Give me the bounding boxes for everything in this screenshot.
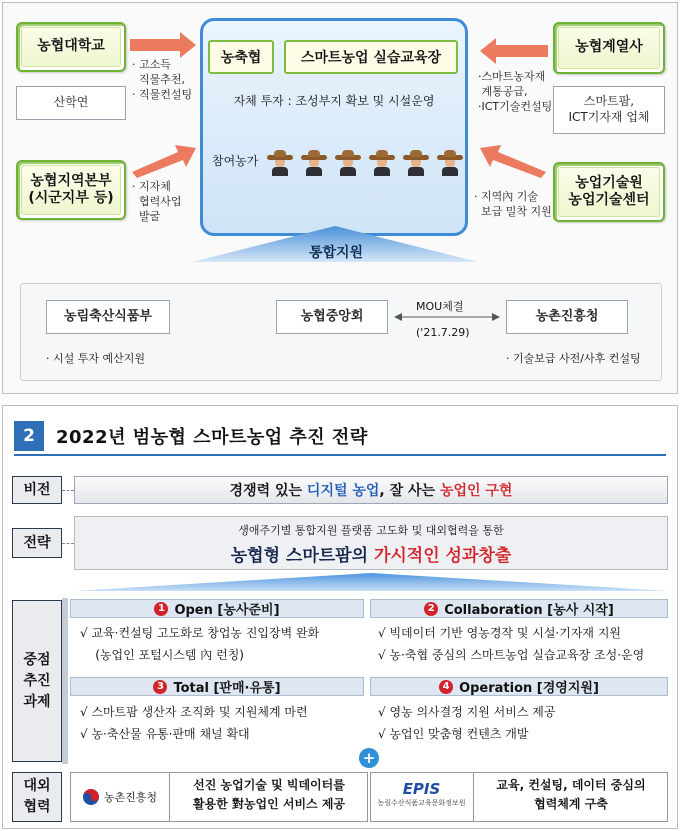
sanhak-label: 산학연 — [53, 95, 89, 110]
farmer-icon — [304, 150, 324, 176]
epis-logo — [370, 772, 474, 822]
strategy-label: 전략 — [12, 528, 62, 558]
double-arrow-icon — [392, 310, 502, 324]
nh-central-label: 농협중앙회 — [300, 308, 364, 324]
nh-univ-label: 농협대학교 — [21, 27, 121, 67]
task-1-title: Open [농사준비] — [174, 603, 280, 618]
epis-logo-text: EPIS — [402, 780, 441, 798]
regional-box — [16, 160, 126, 220]
task-3-number: 3 — [153, 680, 167, 694]
vision-box — [74, 476, 668, 504]
tech-note: · 지역內 기술 보급 밀착 지원 — [474, 190, 552, 218]
tech-center-label: 농업기술원 농업기술센터 — [558, 167, 660, 217]
arrow-diagonal-left-icon — [470, 140, 550, 180]
ministry-label: 농림축산식품부 — [64, 308, 152, 324]
center-title — [284, 40, 458, 74]
affiliates-sub-label: 스마트팜, ICT기자재 업체 — [568, 94, 650, 124]
nh-univ-box — [16, 22, 126, 72]
rda-label: 농촌진흥청 — [535, 308, 599, 324]
task-2-header — [370, 599, 668, 618]
coop-rda-text: 선진 농업기술 및 빅데이터를 활용한 對농업인 서비스 제공 — [192, 778, 346, 812]
affiliates-box — [553, 22, 665, 74]
nhc-tag — [208, 40, 274, 74]
task-3-title: Total [판매·유통] — [173, 681, 281, 696]
arrow-left-icon — [470, 36, 550, 66]
task-1-header — [70, 599, 364, 618]
farmer-icon — [270, 150, 290, 176]
strategy-main-2: 가시적인 성과창출 — [373, 546, 512, 566]
tasks-label: 중점 추진 과제 — [12, 600, 62, 762]
arrow-diagonal-icon — [130, 140, 200, 180]
rda-note: · 기술보급 사전/사후 컨설팅 — [506, 352, 641, 365]
task-4-item: √ 농업인 맞춤형 컨텐츠 개발 — [378, 727, 529, 741]
vision-connector — [62, 490, 74, 491]
farmer-icon — [440, 150, 460, 176]
coop-label: 대외 협력 — [12, 772, 62, 822]
task-2-item: √ 빅데이터 기반 영농경작 및 시설·기자재 지원 — [378, 626, 622, 640]
task-3-item: √ 농·축산물 유통·판매 채널 확대 — [80, 727, 250, 741]
nh-central-box — [276, 300, 388, 334]
task-1-item: (농업인 포털시스템 內 런칭) — [80, 648, 244, 662]
task-3-header — [70, 677, 364, 696]
vision-text-2: 디지털 농업 — [306, 483, 380, 499]
task-4-header — [370, 677, 668, 696]
strategy-box — [74, 516, 668, 570]
nhc-tag-label: 농축협 — [220, 50, 262, 66]
task-1-number: 1 — [154, 602, 168, 616]
rda-box — [506, 300, 628, 334]
strategy-main — [75, 541, 667, 566]
affiliates-label: 농협계열사 — [558, 27, 660, 69]
farmer-icon — [372, 150, 392, 176]
vision-text-1: 경쟁력 있는 — [229, 483, 307, 499]
task-2-item: √ 농·축협 중심의 스마트농업 실습교육장 조성·운영 — [378, 648, 645, 662]
vision-text-4: 농업인 구현 — [439, 483, 513, 499]
task-4-title: Operation [경영지원] — [459, 681, 599, 696]
task-4-number: 4 — [439, 680, 453, 694]
sanhak-box — [16, 86, 126, 120]
affiliates-note: ·스마트농자재 계통공급, ·ICT기술컨설팅 — [478, 70, 553, 113]
mou-label: MOU체결 — [416, 300, 464, 313]
integrated-label: 통합지원 — [308, 245, 364, 261]
rda-logo-text: 농촌진흥청 — [103, 791, 158, 804]
taegeuk-icon — [82, 788, 100, 806]
task-2-title: Collaboration [농사 시작] — [444, 603, 614, 618]
task-1-item: √ 교육·컨설팅 고도화로 창업농 진입장벽 완화 — [80, 626, 320, 640]
arrow-right-icon — [128, 30, 200, 60]
regional-label: 농협지역본부 (시군지부 등) — [21, 165, 121, 215]
ministry-box — [46, 300, 170, 334]
regional-note: · 지자체 협력사업 발굴 — [132, 180, 182, 223]
ministry-note: · 시설 투자 예산지원 — [46, 352, 145, 365]
coop-epis-text: 교육, 컨설팅, 데이터 중심의 협력체계 구축 — [496, 778, 646, 812]
nh-univ-note: · 고소득 직물추천, · 직물컨설팅 — [132, 58, 193, 101]
strategy-main-1: 농협형 스마트팜의 — [230, 546, 374, 566]
tasks-connector — [62, 598, 68, 764]
task-4-item: √ 영농 의사결정 지원 서비스 제공 — [378, 705, 556, 719]
section-divider — [14, 454, 666, 456]
participants-label: 참여농가 — [212, 154, 259, 168]
center-title-label: 스마트농업 실습교육장 — [300, 50, 442, 66]
strategy-sub: 생애주기별 통합지원 플랫폼 고도화 및 대외협력을 통한 — [238, 524, 504, 537]
vision-text-3: , 잘 사는 — [379, 483, 440, 499]
farmer-icon — [338, 150, 358, 176]
strategy-arrow-icon — [74, 573, 668, 591]
plus-icon: + — [359, 748, 379, 768]
farmer-icon — [406, 150, 426, 176]
epis-logo-sub: 농림수산식품교육문화정보원 — [377, 799, 466, 807]
rda-logo — [70, 772, 170, 822]
self-invest-text: 자체 투자 : 조성부지 확보 및 시설운영 — [233, 94, 435, 108]
task-3-item: √ 스마트팜 생산자 조직화 및 지원체계 마련 — [80, 705, 308, 719]
affiliates-sub-box — [553, 86, 665, 134]
vision-label: 비전 — [12, 476, 62, 504]
task-2-number: 2 — [424, 602, 438, 616]
section-number: 2 — [14, 421, 44, 451]
section-title: 2022년 범농협 스마트농업 추진 전략 — [56, 427, 368, 448]
mou-date: ('21.7.29) — [416, 326, 470, 339]
strategy-connector — [62, 543, 74, 544]
tech-center-box — [553, 162, 665, 222]
